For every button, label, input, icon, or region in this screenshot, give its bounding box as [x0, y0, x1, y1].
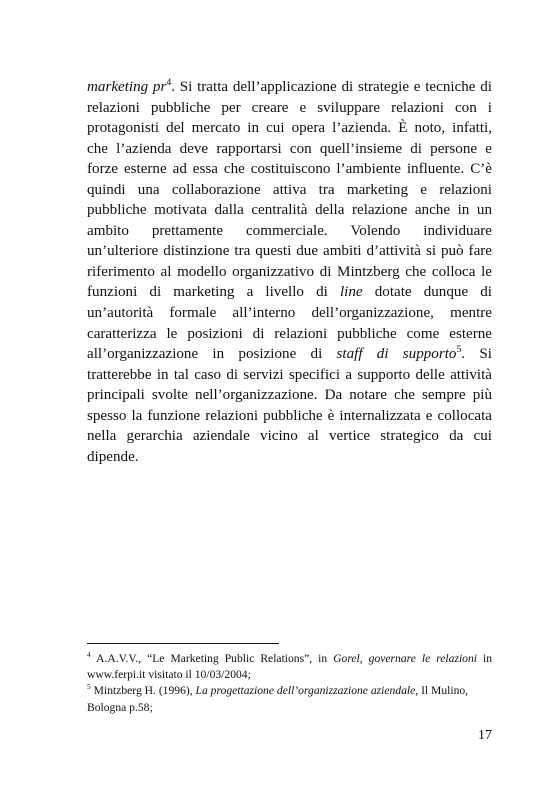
footnote-ref: 4: [166, 76, 172, 88]
footnote-ref: 5: [456, 344, 462, 356]
footnote-4: $^4$ A.A.V.V., “Le Marketing Public Relations”, in Gorel, governare le relazioni in: [87, 650, 493, 665]
text-line: dipende.: [87, 448, 139, 465]
text-line: che l’azienda deve rapportarsi con quell’insieme di persone e: [87, 140, 492, 157]
text-line: riferimento al modello organizzativo di Mintzberg che colloca le: [87, 263, 492, 280]
text-line: ambito prettamente commerciale. Volendo individuare: [87, 222, 492, 239]
text-line: un’ulteriore distinzione tra questi due ambiti d’attività si può fare: [87, 243, 492, 260]
footnote-marker: 5: [87, 682, 91, 692]
text-line: un’autorità formale all’interno dell’organizzazione, mentre: [87, 305, 492, 322]
footnote-divider: [87, 643, 279, 644]
text-line: all’organizzazione in posizione di staff di supporto$^5$. Si: [87, 344, 493, 363]
italic-term: staff di supporto: [336, 346, 457, 363]
text-line: nella gerarchia aziendale vicino al vertice strategico da cui: [87, 428, 492, 445]
footnote-italic: Gorel, governare le relazioni: [333, 652, 477, 665]
text-line: spesso la funzione relazioni pubbliche è internalizzata e collocata: [87, 407, 492, 424]
text-line: tratterebbe in tal caso di servizi specifici a supporto delle attività: [87, 366, 492, 383]
text-line: relazioni pubbliche per creare e sviluppare relazioni con i: [87, 99, 492, 116]
text-line: forze esterne ad essa che costituiscono l’ambiente influente. C’è: [87, 161, 492, 178]
text-line: marketing $pr^4$. Si tratta dell’applicazione di strategie e tecniche di: [87, 76, 492, 95]
footnote-italic: La progettazione dell’organizzazione aziendale: [195, 684, 416, 698]
text-line: funzioni di marketing a livello di line dotate dunque di: [87, 284, 493, 301]
text-line: pubbliche motivata dalla centralità della relazione anche in un: [87, 202, 492, 219]
italic-term: marketing pr: [87, 79, 167, 95]
footnote-5-continuation: Bologna p.58;: [87, 700, 153, 714]
text-line: protagonisti del mercato in cui opera l’azienda. È noto, infatti,: [87, 120, 492, 137]
text-line: principali svolte nell’organizzazione. Da notare che sempre più: [87, 387, 492, 404]
footnote-4-continuation: www.ferpi.it visitato il 10/03/2004;: [87, 668, 251, 682]
footnote-marker: 4: [87, 650, 91, 660]
footnote-5: $^5$ Mintzberg H. (1996), La progettazione dell’organizzazione aziendale, Il Mulino,: [87, 682, 469, 698]
text-line: quindi una collaborazione attiva tra marketing e relazioni: [87, 181, 492, 198]
italic-term: line: [339, 284, 363, 301]
footnotes: [87, 651, 492, 716]
main-paragraph: [87, 77, 492, 467]
text-line: caratterizza le posizioni di relazioni pubbliche come esterne: [87, 325, 492, 342]
page-number: 17: [478, 728, 492, 743]
